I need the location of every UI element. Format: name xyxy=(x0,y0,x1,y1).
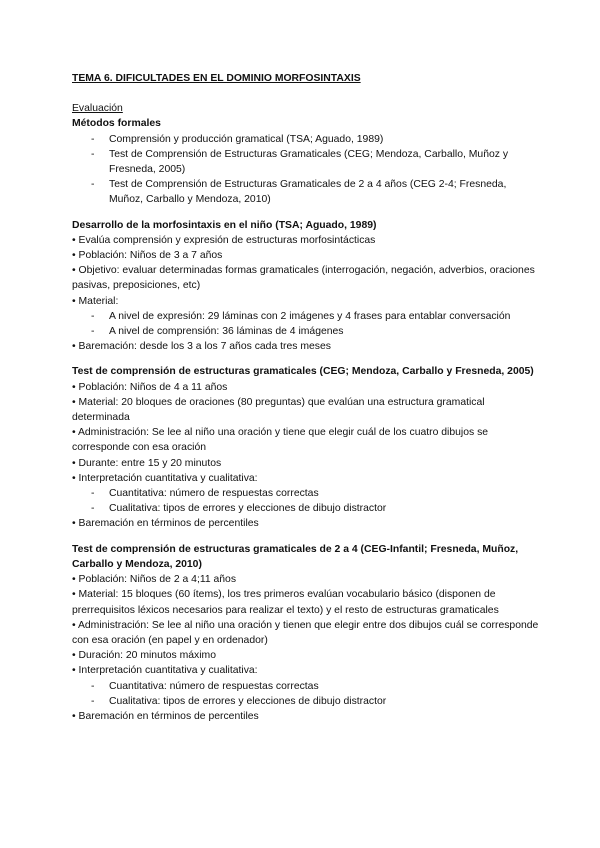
evaluacion-heading: Evaluación xyxy=(72,103,123,115)
ceg-bullet: • Administración: Se lee al niño una oración y tiene que elegir cuál de los cuatro dibujos se corresponde con esa oración xyxy=(72,427,489,454)
metodos-item: - Test de Comprensión de Estructuras Gramaticales (CEG; Mendoza, Carballo, Muñoz y Fresneda, 2005) xyxy=(72,147,542,177)
tsa-bullet: • Baremación: desde los 3 a los 7 años cada tres meses xyxy=(72,341,331,353)
tsa-bullet: • Población: Niños de 3 a 7 años xyxy=(72,250,223,262)
ceg-infantil-bullet: • Baremación en términos de percentiles xyxy=(72,710,259,722)
tsa-bullet: • Material: xyxy=(72,295,119,307)
tsa-bullet: • Evalúa comprensión y expresión de estructuras morfosintácticas xyxy=(72,234,376,246)
tsa-subitem: - A nivel de comprensión: 36 láminas de 4 imágenes xyxy=(72,324,542,339)
ceg-subitem: - Cuantitativa: número de respuestas correctas xyxy=(72,486,542,501)
ceg-bullet: • Población: Niños de 4 a 11 años xyxy=(72,381,228,393)
metodos-heading: Métodos formales xyxy=(72,118,161,130)
ceg-infantil-bullet: • Duración: 20 minutos máximo xyxy=(72,650,216,662)
tsa-heading: Desarrollo de la morfosintaxis en el niño (TSA; Aguado, 1989) xyxy=(72,219,377,231)
ceg-infantil-section xyxy=(72,542,542,724)
ceg-bullet: • Material: 20 bloques de oraciones (80 preguntas) que evalúan una estructura gramatical determinada xyxy=(72,396,485,424)
document-title: TEMA 6. DIFICULTADES EN EL DOMINIO MORFOSINTAXIS xyxy=(72,73,361,84)
ceg-infantil-bullet: • Administración: Se lee al niño una oración y tienen que elegir entre dos dibujos cuál se corresponde con esa oración (en papel y en ordenador) xyxy=(72,619,539,646)
document-content xyxy=(72,71,542,724)
ceg-infantil-heading: Test de comprensión de estructuras gramaticales de 2 a 4 (CEG-Infantil; Fresneda, Muñoz, Carballo y Mendoza, 2010) xyxy=(72,543,519,570)
metodos-item: - Test de Comprensión de Estructuras Gramaticales de 2 a 4 años (CEG 2-4; Fresneda, Muñoz, Carballo y Mendoza, 2010) xyxy=(72,177,542,207)
ceg-bullet: • Durante: entre 15 y 20 minutos xyxy=(72,457,222,469)
ceg-subitem: - Cualitativa: tipos de errores y elecciones de dibujo distractor xyxy=(72,501,542,516)
ceg-infantil-bullet: • Población: Niños de 2 a 4;11 años xyxy=(72,574,237,586)
ceg-infantil-bullet: • Material: 15 bloques (60 ítems), los tres primeros evalúan vocabulario básico (disponen de prerrequisitos léxicos necesarios para realizar el texto) y el resto de estructuras gramaticales xyxy=(72,589,499,616)
ceg-infantil-bullet: • Interpretación cuantitativa y cualitativa: xyxy=(72,665,258,677)
ceg-heading: Test de comprensión de estructuras gramaticales (CEG; Mendoza, Carballo y Fresneda, 2005) xyxy=(72,366,534,378)
tsa-bullet: • Objetivo: evaluar determinadas formas gramaticales (interrogación, negación, adverbios, oraciones pasivas, preposiciones, etc) xyxy=(72,265,535,292)
ceg-bullet: • Interpretación cuantitativa y cualitativa: xyxy=(72,472,258,484)
tsa-section xyxy=(72,218,542,355)
tsa-subitem: - A nivel de expresión: 29 láminas con 2 imágenes y 4 frases para entablar conversación xyxy=(72,309,542,324)
ceg-bullet: • Baremación en términos de percentiles xyxy=(72,518,259,530)
ceg-infantil-subitem: - Cualitativa: tipos de errores y elecciones de dibujo distractor xyxy=(72,694,542,709)
metodos-item: - Comprensión y producción gramatical (TSA; Aguado, 1989) xyxy=(72,132,542,147)
ceg-section xyxy=(72,364,542,531)
ceg-infantil-subitem: - Cuantitativa: número de respuestas correctas xyxy=(72,679,542,694)
